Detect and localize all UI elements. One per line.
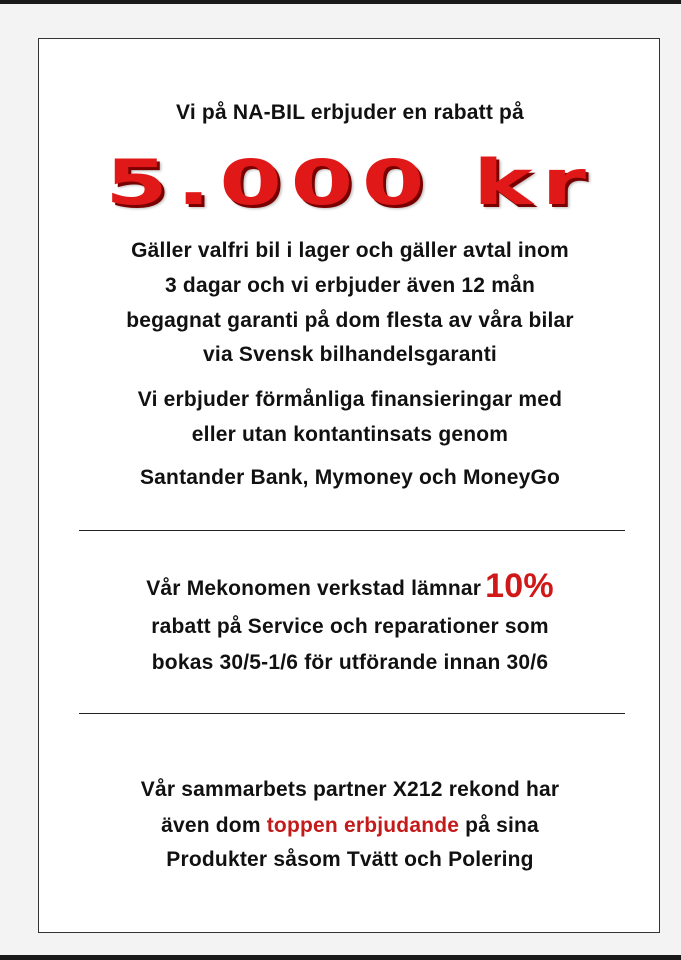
- workshop-line-3: bokas 30/5-1/6 för utförande innan 30/6: [151, 651, 549, 674]
- intro-text: Vi på NA-BIL erbjuder en rabatt på: [176, 101, 524, 124]
- offer-line-4: via Svensk bilhandelsgaranti: [203, 343, 497, 366]
- partner-line-2-post: på sina: [459, 814, 539, 837]
- section-divider-2: [79, 713, 625, 714]
- partner-highlight: toppen erbjudande: [266, 814, 460, 837]
- offer-line-1: Gäller valfri bil i lager och gäller avtal inom: [131, 239, 569, 262]
- workshop-text: Vår Mekonomen verkstad lämnar: [146, 577, 482, 600]
- offer-line-2: 3 dagar och vi erbjuder även 12 mån: [165, 274, 535, 297]
- financing-line-2: eller utan kontantinsats genom: [191, 423, 509, 446]
- workshop-line-1: [39, 567, 661, 608]
- discount-amount: 5.000 kr: [105, 146, 595, 219]
- partner-line-2: [39, 814, 661, 838]
- partner-line-1: Vår sammarbets partner X212 rekond har: [140, 778, 560, 801]
- section-divider-1: [79, 530, 625, 531]
- workshop-line-2: rabatt på Service och reparationer som: [151, 615, 549, 638]
- top-edge-rule: [0, 0, 681, 4]
- bottom-edge-rule: [0, 955, 681, 960]
- partner-line-3: Produkter såsom Tvätt och Polering: [166, 848, 534, 871]
- workshop-percent: 10%: [485, 567, 554, 605]
- partner-line-2-pre: även dom: [161, 814, 267, 837]
- offer-line-3: begagnat garanti på dom flesta av våra bilar: [126, 309, 574, 332]
- financing-line-1: Vi erbjuder förmånliga finansieringar med: [137, 388, 563, 411]
- flyer-sheet: [38, 38, 660, 933]
- financing-banks: Santander Bank, Mymoney och MoneyGo: [139, 466, 561, 489]
